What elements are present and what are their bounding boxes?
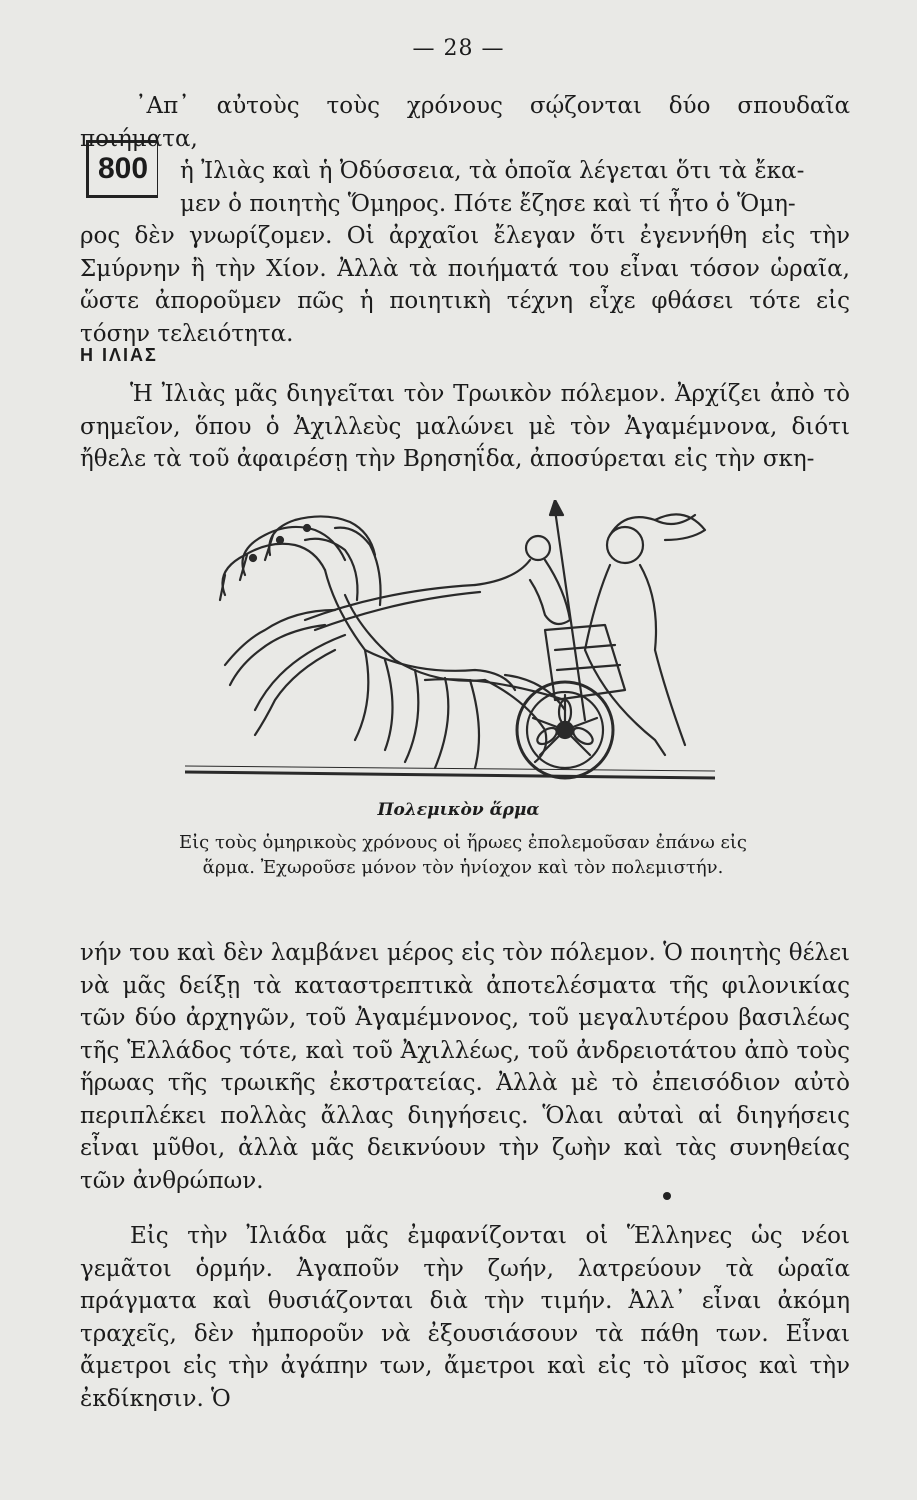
paragraph-homer <box>80 90 850 350</box>
paragraph-homer-line-3: μεν ὁ ποιητὴς Ὅμηρος. Πότε ἔζησε καὶ τί ἦτο ὁ Ὅμη- <box>180 190 796 217</box>
war-chariot-drawing <box>185 500 715 790</box>
paragraph-iliad-intro <box>80 378 850 476</box>
chariot-illustration <box>185 500 715 790</box>
figure-caption: Εἰς τοὺς ὁμηρικοὺς χρόνους οἱ ἥρωες ἐπολεμοῦσαν ἐπάνω εἰς ἅρμα. Ἐχωροῦσε μόνον τὸν ἡνίοχον καὶ τὸν πολεμιστήν. <box>178 832 748 878</box>
section-heading-iliad: Η ΙΛΙΑΣ <box>80 345 158 365</box>
paragraph-iliad-intro-text: Ἡ Ἰλιὰς μᾶς διηγεῖται τὸν Τρωικὸν πόλεμον. Ἀρχίζει ἀπὸ τὸ σημεῖον, ὅπου ὁ Ἀχιλλεὺς μαλώνει μὲ τὸν Ἀγαμέμνονα, διότι ἤθελε τὰ τοῦ ἀφαιρέσῃ τὴν Βρησηΐδα, ἀποσύρεται εἰς τὴν σκη- <box>80 381 850 472</box>
paragraph-iliad-continued <box>80 937 850 1197</box>
paragraph-homer-rest: ρος δὲν γνωρίζομεν. Οἱ ἀρχαῖοι ἔλεγαν ὅτι ἐγεννήθη εἰς τὴν Σμύρνην ἢ τὴν Χίον. Ἀλλὰ τὰ ποιήματά του εἶναι τόσον ὡραῖα, ὥστε ἀποροῦμεν πῶς ἡ ποιητικὴ τέχνη εἶχε φθάσει τότε εἰς τόσην τελειότητα. <box>80 223 850 347</box>
figure-title: Πολεμικὸν ἅρμα <box>377 800 540 820</box>
paragraph-homer-line-1: ᾿Απ᾿ αὐτοὺς τοὺς χρόνους σῴζονται δύο σπουδαῖα ποιήματα, <box>80 93 850 152</box>
margin-date-box: 800 <box>86 140 158 198</box>
paragraph-homer-line-2: ἡ Ἰλιὰς καὶ ἡ Ὀδύσσεια, τὰ ὁποῖα λέγεται ὅτι τὰ ἔκα- <box>180 158 805 184</box>
page-number: — 28 — <box>412 36 505 61</box>
paragraph-greeks-text: Εἰς τὴν Ἰλιάδα μᾶς ἐμφανίζονται οἱ Ἕλληνες ὡς νέοι γεμᾶτοι ὁρμήν. Ἀγαποῦν τὴν ζωήν, λατρεύουν τὰ ὡραῖα πράγματα καὶ θυσιάζονται διὰ τὴν τιμήν. Ἀλλ᾿ εἶναι ἀκόμη τραχεῖς, δὲν ἠμποροῦν νὰ ἐξουσιάσουν τὰ πάθη των. Εἶναι ἄμετροι εἰς τὴν ἀγάπην των, ἄμετροι καὶ εἰς τὸ μῖσος καὶ τὴν ἐκδίκησιν. Ὁ <box>80 1223 850 1412</box>
paragraph-greeks <box>80 1220 850 1415</box>
ink-speck <box>663 1192 671 1200</box>
paragraph-iliad-continued-text: νήν του καὶ δὲν λαμβάνει μέρος εἰς τὸν πόλεμον. Ὁ ποιητὴς θέλει νὰ μᾶς δείξῃ τὰ καταστρεπτικὰ ἀποτελέσματα τῆς φιλονικίας τῶν δύο ἀρχηγῶν, τοῦ Ἀγαμέμνονος, τοῦ μεγαλυτέρου βασιλέως τῆς Ἑλλάδος τότε, καὶ τοῦ Ἀχιλλέως, τοῦ ἀνδρειοτάτου ἀπὸ τοὺς ἥρωας τῆς τρωικῆς ἐκστρατείας. Ἀλλὰ μὲ τὸ ἐπεισόδιον αὐτὸ περιπλέκει πολλὰς ἄλλας διηγήσεις. Ὅλαι αὐταὶ αἱ διηγήσεις εἶναι μῦθοι, ἀλλὰ μᾶς δεικνύουν τὴν ζωὴν καὶ τὰς συνηθείας τῶν ἀνθρώπων. <box>80 940 850 1194</box>
